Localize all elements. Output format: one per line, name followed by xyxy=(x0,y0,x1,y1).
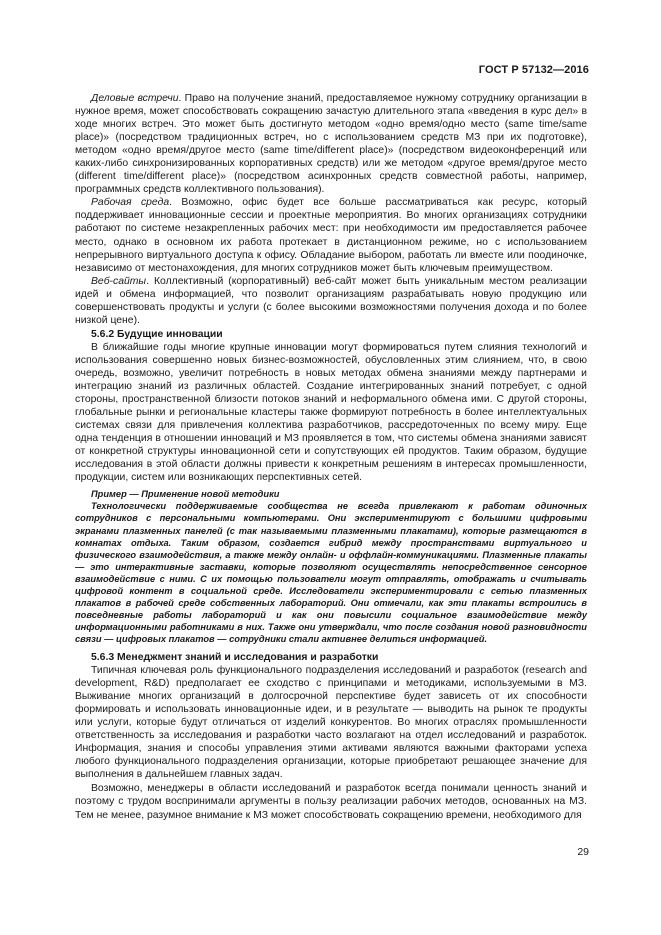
document-header: ГОСТ Р 57132—2016 xyxy=(478,64,589,76)
paragraph-rd-managers: Возможно, менеджеры в области исследований и разработок всегда понимали ценность знаний и поэтому с трудом воспринимали аргументы в пользу реализации рабочих методов, основанных на МЗ. Тем не менее, разумное внимание к МЗ может способствовать сокращению времени, необходимого для xyxy=(75,783,587,821)
paragraph-future-innovations: В ближайшие годы многие крупные инновации могут формироваться путем слияния технологий и использования совершенно новых бизнес-возможностей, обусловленных этим слиянием, что, в свою очередь, возможно, увеличит потребность в новых методах обмена знаниями между партнерами и интеграцию знаний из различных областей. Создание интегрированных знаний потребует, с одной стороны, пространственной близости потоков знаний и неформального обмена ими. С другой стороны, глобальные рынки и региональные кластеры также формируют потребность в более интеллектуальных системах связи для привлечения коллектива разработчиков, рассредоточенных по всему миру. Еще одна тенденция в отношении инноваций и МЗ проявляется в том, что системы обмена знаниями зависят от конкретной структуры инновационной сети и сопутствующих ей продуктов. Таким образом, будущие исследования в этой области должны привести к конкретным решениям в интересах промышленности, продукции, систем или возникающих перспективных сетей. xyxy=(75,341,587,484)
paragraph-business-meetings xyxy=(75,92,587,196)
paragraph-websites xyxy=(75,275,587,327)
paragraph-text: . Возможно, офис будет все больше рассматриваться как ресурс, который поддерживает инновационные сессии и проектные мероприятия. Во многих организациях сотрудники работают по системе незакрепленных рабочих мест: при необходимости им предоставляется рабочее место, однако в основном их работа протекает в дистанционном режиме, но с использованием непрерывного виртуального доступа к офису. Обладание выбором, работать ли вместе или поодиночке, независимо от местонахождения, для многих сотрудников может быть ключевым преимуществом. xyxy=(75,197,588,274)
example-title: Пример — Применение новой методики xyxy=(91,489,280,500)
paragraph-text: . Право на получение знаний, предоставляемое нужному сотруднику организации в нужное время, может способствовать сокращению зачастую длительного этапа «введения в курс дел» в ходе многих встреч. Это может быть достигнуто методом «одно время/одно место (same time/same place)» (посредством традиционных встреч, но с использованием средств МЗ при их подготовке), методом «одно время/другое место (same time/different place)» (посредством видеоконференций или каких-либо синхронизированных корпоративных средств) или же методом «другое время/другое место (different time/different place)» (посредством асинхронных средств совместной работы, например, программных средств коллективного пользования). xyxy=(75,93,587,196)
section-heading-5-6-3: 5.6.3 Менеджмент знаний и исследования и разработки xyxy=(91,651,379,663)
page-content xyxy=(75,92,587,822)
paragraph-lead: Рабочая среда xyxy=(91,197,170,209)
paragraph-lead: Веб-сайты xyxy=(91,275,147,287)
paragraph-work-environment xyxy=(75,196,587,274)
section-heading-5-6-2: 5.6.2 Будущие инновации xyxy=(91,328,223,340)
paragraph-text: . Коллективный (корпоративный) веб-сайт может быть уникальным местом реализации идей и обмена информацией, что позволит организациям разрабатывать новую продукцию или совершенствовать продукты и услуги (с более высокими возможностями получения дохода и по более низкой цене). xyxy=(75,275,587,326)
page-number: 29 xyxy=(577,846,589,858)
paragraph-lead: Деловые встречи xyxy=(91,93,179,104)
paragraph-rd-role: Типичная ключевая роль функционального подразделения исследований и разработок (research and development, R&D) предполагает ее сходство с принципами и методиками, используемыми в МЗ. Выживание многих организаций в долгосрочной перспективе будет зависеть от их способности формировать и использовать инновационные идеи, и в результате — выводить на рынок те продукты или услуги, которые будут отличаться от изделий конкурентов. Во многих отраслях промышленности ответственность за исследования и разработки часто возлагают на отдел исследований и разработок. Информация, знания и способы управления этими активами являются важными факторами успеха любого функционального подразделения организации, которые приобретают решающее значение для выполнения в дальнейшем главных задач. xyxy=(75,665,587,781)
example-text: Технологически поддерживаемые сообщества не всегда привлекают к работам одиночных сотрудников с персональными компьютерами. Они экспериментируют с большими цифровыми экранами плазменных панелей (с так называемыми плазменными плакатами), которые размещаются в комнатах отдыха. Таким образом, создается гибрид между пространствами виртуального и физического взаимодействия, а также между онлайн- и оффлайн-коммуникациями. Плазменные плакаты — это интерактивные заставки, которые позволяют осуществлять непосредственное сенсорное взаимодействие с ними. С их помощью пользователи могут отправлять, отображать и считывать цифровой контент в социальной среде. Исследователи экспериментировали с сетью плазменных плакатов в рабочей среде собственных лабораторий. Они отмечали, как эти плакаты встроились в повседневные работы лабораторий и как они повысили социальное взаимодействие между информационными работниками в них. Также они утверждали, что после создания новой разновидности связи — цифровых плакатов — сотрудники стали активнее делиться информацией. xyxy=(75,501,587,644)
